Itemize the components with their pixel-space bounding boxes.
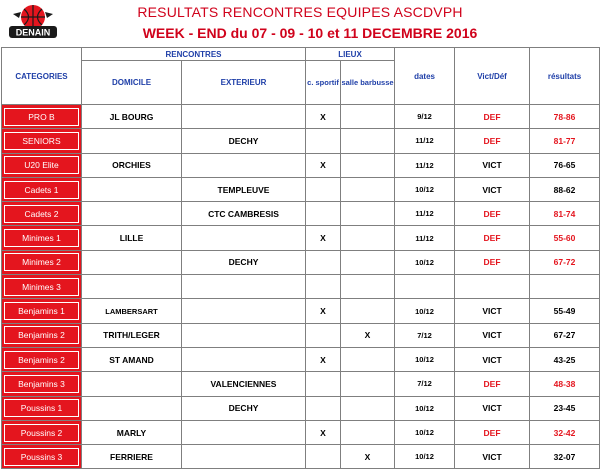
domicile-cell: JL BOURG <box>82 105 182 129</box>
table-row <box>2 153 600 177</box>
page-subtitle: WEEK - END du 07 - 09 - 10 et 11 DECEMBRE 2016 <box>142 25 478 41</box>
outcome-cell: VICT <box>455 347 530 371</box>
category-cell <box>2 177 82 201</box>
score-cell <box>530 275 600 299</box>
domicile-cell <box>82 202 182 226</box>
exterieur-cell <box>182 347 306 371</box>
domicile-cell <box>82 129 182 153</box>
category-label: Benjamins 3 <box>4 375 79 393</box>
date-cell: 11/12 <box>395 226 455 250</box>
domicile-cell: MARLY <box>82 420 182 444</box>
category-label: Benjamins 1 <box>4 302 79 320</box>
category-cell <box>2 323 82 347</box>
exterieur-cell <box>182 153 306 177</box>
score-cell: 48-38 <box>530 372 600 396</box>
category-label: Poussins 1 <box>4 399 79 417</box>
category-cell <box>2 129 82 153</box>
score-cell: 32-07 <box>530 445 600 469</box>
category-cell <box>2 153 82 177</box>
header-exterieur: EXTERIEUR <box>182 61 306 105</box>
table-row <box>2 177 600 201</box>
c-sportif-cell: X <box>306 420 341 444</box>
category-label: Cadets 1 <box>4 181 79 199</box>
outcome-cell <box>455 275 530 299</box>
salle-barbusse-cell <box>341 347 395 371</box>
domicile-cell <box>82 250 182 274</box>
exterieur-cell: VALENCIENNES <box>182 372 306 396</box>
domicile-cell: LAMBERSART <box>82 299 182 323</box>
category-cell <box>2 299 82 323</box>
domicile-cell <box>82 396 182 420</box>
svg-text:DENAIN: DENAIN <box>15 27 51 38</box>
category-cell <box>2 372 82 396</box>
category-label: Minimes 3 <box>4 278 79 296</box>
exterieur-cell: CTC CAMBRESIS <box>182 202 306 226</box>
salle-barbusse-cell <box>341 396 395 420</box>
category-cell <box>2 396 82 420</box>
table-row <box>2 372 600 396</box>
c-sportif-cell <box>306 323 341 347</box>
category-label: PRO B <box>4 108 79 126</box>
category-cell <box>2 347 82 371</box>
c-sportif-cell: X <box>306 105 341 129</box>
salle-barbusse-cell <box>341 177 395 201</box>
date-cell: 10/12 <box>395 347 455 371</box>
outcome-cell: DEF <box>455 129 530 153</box>
outcome-cell: VICT <box>455 299 530 323</box>
outcome-cell: DEF <box>455 105 530 129</box>
table-row <box>2 323 600 347</box>
category-label: Poussins 3 <box>4 448 79 466</box>
table-row <box>2 202 600 226</box>
category-label: Benjamins 2 <box>4 351 79 369</box>
date-cell: 7/12 <box>395 323 455 347</box>
page-title: RESULTATS RENCONTRES EQUIPES ASCDVPH <box>137 4 463 20</box>
header-lieux: LIEUX <box>306 48 395 61</box>
exterieur-cell <box>182 275 306 299</box>
c-sportif-cell: X <box>306 153 341 177</box>
outcome-cell: VICT <box>455 445 530 469</box>
exterieur-cell <box>182 420 306 444</box>
date-cell: 11/12 <box>395 129 455 153</box>
header-domicile: DOMICILE <box>82 61 182 105</box>
domicile-cell <box>82 372 182 396</box>
score-cell: 32-42 <box>530 420 600 444</box>
outcome-cell: DEF <box>455 420 530 444</box>
c-sportif-cell <box>306 129 341 153</box>
date-cell: 10/12 <box>395 396 455 420</box>
category-label: U20 Elite <box>4 156 79 174</box>
date-cell: 11/12 <box>395 202 455 226</box>
category-cell <box>2 420 82 444</box>
score-cell: 23-45 <box>530 396 600 420</box>
exterieur-cell: TEMPLEUVE <box>182 177 306 201</box>
score-cell: 81-74 <box>530 202 600 226</box>
exterieur-cell: DECHY <box>182 129 306 153</box>
c-sportif-cell <box>306 445 341 469</box>
exterieur-cell <box>182 445 306 469</box>
score-cell: 43-25 <box>530 347 600 371</box>
table-row <box>2 420 600 444</box>
domicile-cell: ORCHIES <box>82 153 182 177</box>
exterieur-cell <box>182 323 306 347</box>
date-cell: 9/12 <box>395 105 455 129</box>
category-cell <box>2 275 82 299</box>
salle-barbusse-cell <box>341 153 395 177</box>
outcome-cell: VICT <box>455 153 530 177</box>
table-row <box>2 250 600 274</box>
table-row <box>2 226 600 250</box>
date-cell: 10/12 <box>395 420 455 444</box>
outcome-cell: DEF <box>455 202 530 226</box>
header-resultats: résultats <box>530 48 600 105</box>
outcome-cell: DEF <box>455 226 530 250</box>
category-label: SENIORS <box>4 132 79 150</box>
c-sportif-cell <box>306 275 341 299</box>
header-salle-barbusse: salle barbusse <box>341 61 395 105</box>
score-cell: 78-86 <box>530 105 600 129</box>
category-cell <box>2 226 82 250</box>
c-sportif-cell: X <box>306 299 341 323</box>
domicile-cell: FERRIERE <box>82 445 182 469</box>
outcome-cell: DEF <box>455 250 530 274</box>
exterieur-cell <box>182 105 306 129</box>
date-cell <box>395 275 455 299</box>
table-row <box>2 105 600 129</box>
date-cell: 10/12 <box>395 250 455 274</box>
outcome-cell: DEF <box>455 372 530 396</box>
category-cell <box>2 445 82 469</box>
salle-barbusse-cell <box>341 202 395 226</box>
category-cell <box>2 202 82 226</box>
table-row <box>2 347 600 371</box>
category-cell <box>2 105 82 129</box>
score-cell: 55-60 <box>530 226 600 250</box>
exterieur-cell <box>182 226 306 250</box>
domicile-cell: LILLE <box>82 226 182 250</box>
category-label: Minimes 2 <box>4 253 79 271</box>
date-cell: 10/12 <box>395 177 455 201</box>
salle-barbusse-cell <box>341 105 395 129</box>
score-cell: 67-72 <box>530 250 600 274</box>
score-cell: 55-49 <box>530 299 600 323</box>
exterieur-cell: DECHY <box>182 396 306 420</box>
salle-barbusse-cell <box>341 420 395 444</box>
score-cell: 81-77 <box>530 129 600 153</box>
category-label: Cadets 2 <box>4 205 79 223</box>
category-label: Minimes 1 <box>4 229 79 247</box>
results-table <box>1 47 600 469</box>
outcome-cell: VICT <box>455 177 530 201</box>
c-sportif-cell <box>306 202 341 226</box>
score-cell: 67-27 <box>530 323 600 347</box>
salle-barbusse-cell <box>341 129 395 153</box>
domicile-cell: TRITH/LEGER <box>82 323 182 347</box>
outcome-cell: VICT <box>455 396 530 420</box>
salle-barbusse-cell <box>341 226 395 250</box>
c-sportif-cell <box>306 396 341 420</box>
table-row <box>2 275 600 299</box>
date-cell: 7/12 <box>395 372 455 396</box>
header-c-sportif: c. sportif <box>306 61 341 105</box>
score-cell: 76-65 <box>530 153 600 177</box>
domicile-cell: ST AMAND <box>82 347 182 371</box>
c-sportif-cell <box>306 250 341 274</box>
table-row <box>2 299 600 323</box>
exterieur-cell: DECHY <box>182 250 306 274</box>
table-row <box>2 396 600 420</box>
header-dates: dates <box>395 48 455 105</box>
c-sportif-cell: X <box>306 226 341 250</box>
table-row <box>2 129 600 153</box>
header-vict-def: Vict/Déf <box>455 48 530 105</box>
salle-barbusse-cell: X <box>341 445 395 469</box>
salle-barbusse-cell <box>341 275 395 299</box>
category-cell <box>2 250 82 274</box>
category-label: Benjamins 2 <box>4 326 79 344</box>
c-sportif-cell <box>306 177 341 201</box>
salle-barbusse-cell <box>341 250 395 274</box>
header-rencontres: RENCONTRES <box>82 48 306 61</box>
outcome-cell: VICT <box>455 323 530 347</box>
salle-barbusse-cell: X <box>341 323 395 347</box>
date-cell: 11/12 <box>395 153 455 177</box>
c-sportif-cell: X <box>306 347 341 371</box>
header-categories: CATEGORIES <box>2 48 82 105</box>
domicile-cell <box>82 177 182 201</box>
date-cell: 10/12 <box>395 445 455 469</box>
table-row <box>2 445 600 469</box>
domicile-cell <box>82 275 182 299</box>
c-sportif-cell <box>306 372 341 396</box>
salle-barbusse-cell <box>341 299 395 323</box>
salle-barbusse-cell <box>341 372 395 396</box>
score-cell: 88-62 <box>530 177 600 201</box>
category-label: Poussins 2 <box>4 424 79 442</box>
exterieur-cell <box>182 299 306 323</box>
date-cell: 10/12 <box>395 299 455 323</box>
